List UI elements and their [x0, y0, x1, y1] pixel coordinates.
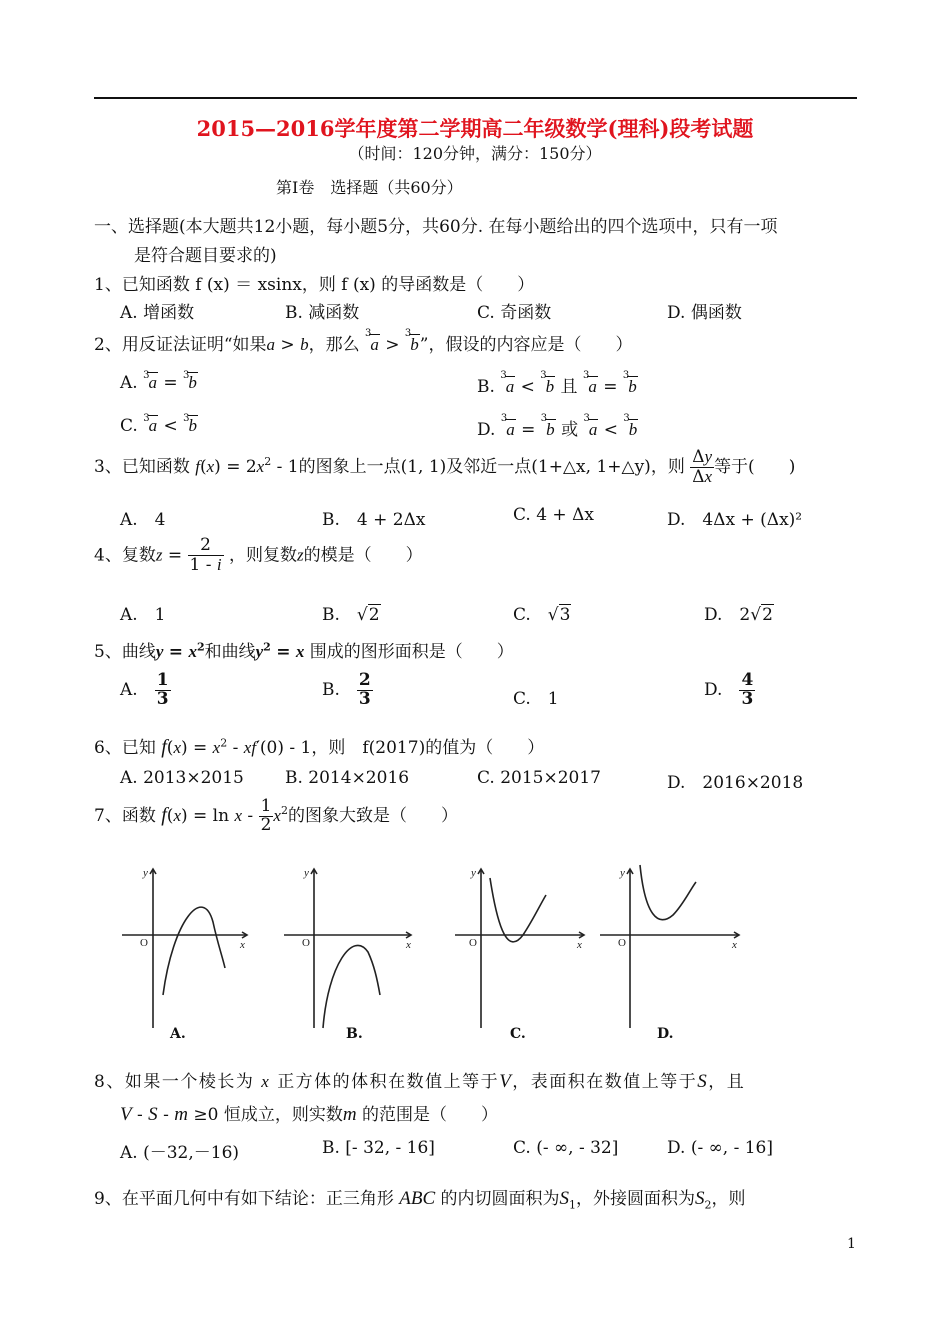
exam-subtitle: （时间：120分钟，满分：150分）: [348, 144, 602, 163]
q8-option-d: D. (- ∞, - 16]: [667, 1138, 773, 1158]
q3-option-c: C. 4 + Δx: [513, 505, 594, 525]
q6-option-c: C. 2015×2017: [477, 768, 601, 788]
svg-text:y: y: [143, 867, 148, 879]
q6-stem: 6、已知 $f(x) = x^2 - xf'(0) - 1$，则 f(2017)的值为（ ）: [94, 736, 545, 758]
q2-option-a: A. $^3$a = $^3$b: [120, 370, 197, 393]
q2-option-c: C. $^3$a < $^3$b: [120, 413, 198, 436]
svg-text:y: y: [471, 867, 476, 879]
q2-option-b: B. $^3$a < $^3$b 且 $^3$a = $^3$b: [477, 370, 637, 397]
q4-option-b: B. √2: [322, 605, 380, 625]
q1-option-a: A. 增函数: [120, 303, 195, 323]
volume-heading: 第Ⅰ卷 选择题（共60分）: [276, 178, 463, 197]
svg-text:O: O: [302, 937, 310, 949]
section-heading-line2: 是符合题目要求的): [134, 246, 277, 266]
q6-option-b: B. 2014×2016: [285, 768, 410, 788]
svg-text:y: y: [620, 867, 625, 879]
q7-stem: 7、函数 f(x) = ln x - $\frac{1}{2}$ $x^2$的图象大致是（ ）: [94, 796, 458, 835]
q5-stem: 5、曲线$y = x^2$和曲线$y^2 = x$ 围成的图形面积是（ ）: [94, 640, 514, 662]
q8-option-b: B. [- 32, - 16]: [322, 1138, 435, 1158]
graph-a-label: A.: [170, 1026, 186, 1042]
q2-stem: 2、用反证法证明“如果a > b，那么 $^3$a > $^3$b”，假设的内容应是（ ）: [94, 328, 633, 355]
svg-text:x: x: [732, 939, 737, 951]
q1-stem: 1、已知函数 f (x) ＝ xsinx，则 f (x) 的导函数是（ ）: [94, 275, 535, 295]
svg-text:x: x: [406, 939, 411, 951]
q6-option-d: D. 2016×2018: [667, 773, 804, 793]
q5-option-b: B. $\frac{2}{3}$: [322, 670, 371, 709]
q8-stem-line2: V - S - m ≥0 恒成立，则实数m 的范围是（ ）: [120, 1104, 498, 1125]
svg-text:x: x: [240, 939, 245, 951]
page-number: 1: [847, 1236, 856, 1252]
q1-option-d: D. 偶函数: [667, 303, 742, 323]
svg-text:O: O: [618, 937, 626, 949]
graph-d-label: D.: [657, 1026, 674, 1042]
q5-option-a: A. $\frac{1}{3}$: [120, 670, 169, 709]
q7-graph-options: [118, 860, 758, 1050]
q8-option-a: A. (－32,－16): [120, 1143, 240, 1163]
q3-option-a: A. 4: [120, 510, 166, 530]
graph-b-label: B.: [346, 1026, 363, 1042]
top-rule: [94, 97, 857, 99]
q5-option-c: C. 1: [513, 689, 559, 709]
q4-option-c: C. √3: [513, 605, 571, 625]
q1-option-b: B. 减函数: [285, 303, 360, 323]
section-heading-line1: 一、选择题(本大题共12小题，每小题5分，共60分. 在每小题给出的四个选项中，只有一项: [94, 217, 778, 237]
q3-stem: 3、已知函数 $f(x) = 2x^2 - 1$的图象上一点(1, 1)及邻近一点(1+△x, 1+△y)，则 $\frac{\Delta y}{\Delta x}$ 等于( ): [94, 447, 796, 487]
q8-stem-line1: 8、如果一个棱长为 x 正方体的体积在数值上等于V，表面积在数值上等于S，且: [94, 1071, 746, 1092]
q3-option-d: D. 4Δx + (Δx)²: [667, 510, 803, 530]
q4-option-a: A. 1: [120, 605, 166, 625]
q6-option-a: A. 2013×2015: [120, 768, 244, 788]
svg-text:O: O: [140, 937, 148, 949]
q1-option-c: C. 奇函数: [477, 303, 552, 323]
q4-stem: 4、复数z = $\frac{2}{1 - i}$ ，则复数z的模是（ ）: [94, 535, 423, 575]
svg-text:x: x: [577, 939, 582, 951]
graph-c-label: C.: [510, 1026, 526, 1042]
q3-option-b: B. 4 + 2Δx: [322, 510, 426, 530]
q4-option-d: D. 2√2: [704, 605, 773, 625]
svg-text:y: y: [304, 867, 309, 879]
q9-stem: 9、在平面几何中有如下结论：正三角形 ABC 的内切圆面积为$S_1$，外接圆面积为$S_2$，则: [94, 1188, 746, 1212]
svg-text:O: O: [469, 937, 477, 949]
q8-option-c: C. (- ∞, - 32]: [513, 1138, 619, 1158]
q5-option-d: D. $\frac{4}{3}$: [704, 670, 754, 709]
q2-option-d: D. $^3$a = $^3$b 或 $^3$a < $^3$b: [477, 413, 638, 440]
exam-title: 2015—2016学年度第二学期高二年级数学(理科)段考试题: [196, 116, 754, 141]
